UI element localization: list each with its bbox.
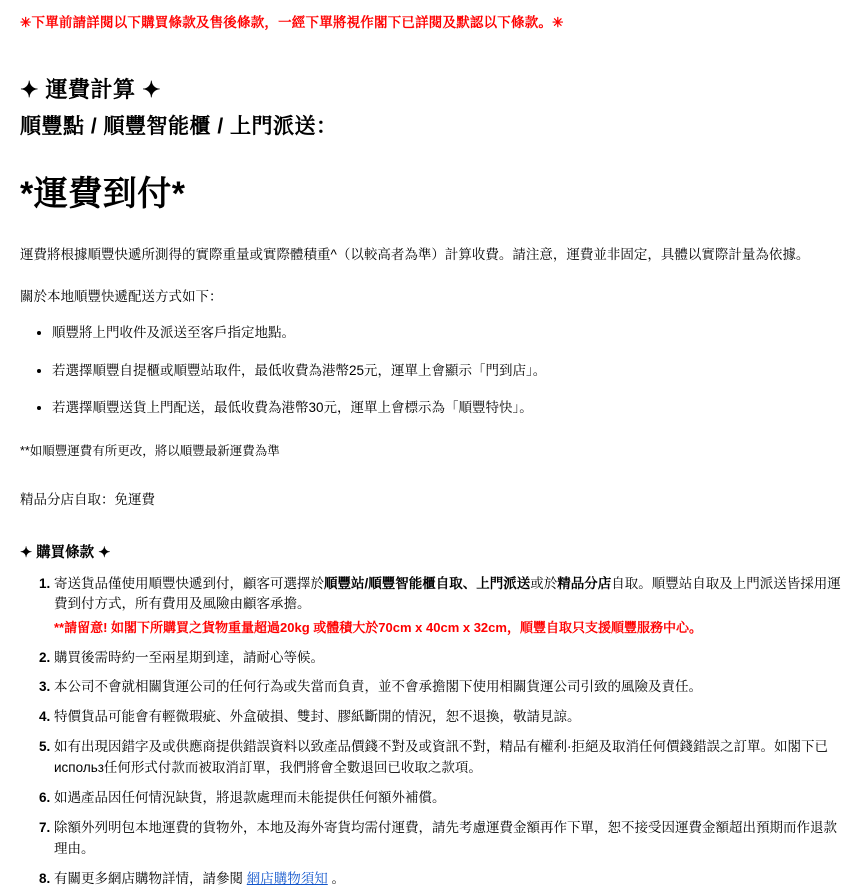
term-item-4 [54, 707, 841, 728]
term-1-bold-1: 順豐站/順豐智能櫃自取、上門派送 [324, 575, 531, 591]
shipping-rate-note: **如順豐運費有所更改，將以順豐最新運費為準 [20, 443, 280, 458]
top-notice: ✳下單前請詳閱以下購買條款及售後條款，一經下單將視作閣下已詳閱及默認以下條款。✳ [20, 15, 564, 30]
term-2-text: 購買後需時約一至兩星期到達，請耐心等候。 [54, 649, 324, 665]
term-1-warning: **請留意! 如閣下所購買之貨物重量超過20kg 或體積大於70cm x 40cm x 32cm，順豐自取只支援順豐服務中心。 [54, 620, 702, 636]
term-item-1 [54, 574, 841, 639]
term-7-text: 除額外列明包本地運費的貨物外，本地及海外寄貨均需付運費，請先考慮運費金額再作下單，恕不接受因運費金額超出預期而作退款理由。 [54, 820, 837, 856]
term-8-suffix: 。 [327, 870, 346, 886]
shipping-paragraph-2: 關於本地順豐快遞配送方式如下： [20, 288, 223, 304]
term-item-8 [54, 869, 841, 890]
term-item-2 [54, 648, 841, 669]
shipping-heading: ✦ 運費計算 ✦ [20, 76, 162, 102]
term-1-mid: 或於 [530, 575, 558, 591]
cod-heading: *運費到付* [20, 174, 186, 213]
purchase-terms-heading: ✦ 購買條款 ✦ [20, 544, 111, 561]
term-5-text: 如有出現因錯字及或供應商提供錯誤資料以致產品價錢不對及或資訊不對，精品有權利·拒絕及取消任何價錢錯誤之訂單。如閣下已использ任何形式付款而被取消訂單，我們將會全數退回已收取之款項。 [54, 739, 828, 776]
shipping-bullet-list [20, 322, 841, 419]
term-3-text: 本公司不會就相關貨運公司的任何行為或失當而負責，並不會承擔閣下使用相關貨運公司引致的風險及責任。 [54, 679, 702, 695]
term-1-prefix: 寄送貨品僅使用順豐快遞到付，顧客可選擇於 [54, 575, 324, 591]
list-item: • 若選擇順豐自提櫃或順豐站取件，最低收費為港幣25元，運單上會顯示「門到店」。 [52, 360, 841, 382]
shipping-methods-heading: 順豐點 / 順豐智能櫃 / 上門派送： [20, 114, 338, 138]
online-shop-guide-link[interactable]: 網店購物須知 [246, 870, 328, 886]
store-pickup-note: 精品分店自取：免運費 [20, 491, 155, 507]
shipping-paragraph-1: 運費將根據順豐快遞所測得的實際重量或實際體積重^（以較高者為準）計算收費。請注意，運費並非固定，具體以實際計量為依據。 [20, 246, 810, 262]
term-8-prefix: 有關更多網店購物詳情，請參閱 [54, 870, 247, 886]
term-item-7 [54, 818, 841, 860]
term-1-bold-2: 精品分店 [557, 575, 612, 591]
term-item-5 [54, 737, 841, 779]
term-4-text: 特價貨品可能會有輕微瑕疵、外盒破損、雙封、膠紙斷開的情況，恕不退換，敬請見諒。 [54, 709, 581, 725]
list-item: • 順豐將上門收件及派送至客戶指定地點。 [52, 322, 841, 344]
term-6-text: 如遇產品因任何情況缺貨，將退款處理而未能提供任何額外補償。 [54, 790, 446, 806]
purchase-terms-list [20, 574, 841, 890]
term-item-6 [54, 788, 841, 809]
term-1-suffix: 自取。順豐站自取及上門派送皆採用運費到付方式，所有費用及風險由顧客承擔。 [54, 575, 841, 612]
term-item-3 [54, 677, 841, 698]
list-item: • 若選擇順豐送貨上門配送，最低收費為港幣30元，運單上會標示為「順豐特快」。 [52, 397, 841, 419]
